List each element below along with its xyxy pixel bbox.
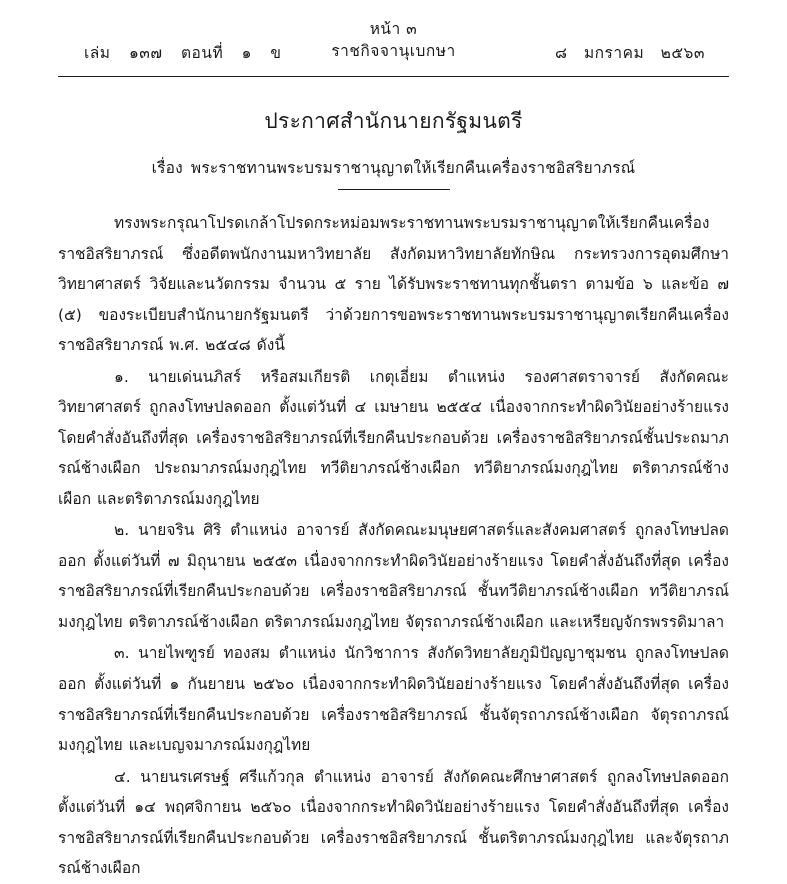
paragraph-intro: ทรงพระกรุณาโปรดเกล้าโปรดกระหม่อมพระราชทานพระบรมราชานุญาตให้เรียกคืนเครื่องราชอิสริยาภรณ์ ซึ่งอดีตพนักงานมหาวิทยาลัย สังกัดมหาวิทยาลัยทักษิณ กระทรวงการอุดมศึกษา วิทยาศาสตร์ วิจัยและนวัตกรรม จำนวน ๕ ราย ได้รับพระราชทานทุกชั้นตรา ตามข้อ ๖ และข้อ ๗ (๕) ของระเบียบสำนักนายกรัฐมนตรี ว่าด้วยการขอพระราชทานพระบรมราชานุญาตเรียกคืนเครื่องราชอิสริยาภรณ์ พ.ศ. ๒๕๔๘ ดังนี้	[58, 214, 729, 355]
document-subtitle	[58, 155, 729, 180]
header-year: ๒๕๖๓	[660, 44, 705, 62]
document-body	[58, 208, 729, 884]
page-header	[58, 18, 729, 68]
page-title: ประกาศสำนักนายกรัฐมนตรี	[264, 109, 523, 133]
header-day: ๘	[555, 44, 568, 62]
header-month: มกราคม	[583, 44, 645, 62]
header-gazette-name: ราชกิจจานุเบกษา	[331, 42, 456, 61]
header-volume-label: เล่ม	[84, 44, 111, 62]
paragraph-item-3: ๓. นายไพฑูรย์ ทองสม ตำแหน่ง นักวิชาการ สังกัดวิทยาลัยภูมิปัญญาชุมชน ถูกลงโทษปลดออก ตั้งแต่วันที่ ๑ กันยายน ๒๕๖๐ เนื่องจากกระทำผิดวินัยอย่างร้ายแรง โดยคำสั่งอันถึงที่สุด เครื่องราชอิสริยาภรณ์ที่เรียกคืนประกอบด้วย เครื่องราชอิสริยาภรณ์ ชั้นจัตุรถาภรณ์ช้างเผือก จัตุรถาภรณ์มงกุฎไทย และเบญจมาภรณ์มงกุฎไทย	[58, 644, 729, 755]
paragraph-item-1: ๑. นายเด่นนภิสร์ หรือสมเกียรติ เกตุเอี่ยม ตำแหน่ง รองศาสตราจารย์ สังกัดคณะวิทยาศาสตร์ ถูกลงโทษปลดออก ตั้งแต่วันที่ ๔ เมษายน ๒๕๕๔ เนื่องจากกระทำผิดวินัยอย่างร้ายแรง โดยคำสั่งอันถึงที่สุด เครื่องราชอิสริยาภรณ์ที่เรียกคืนประกอบด้วย เครื่องราชอิสริยาภรณ์ชั้นประถมาภรณ์ช้างเผือก ประถมาภรณ์มงกุฎไทย ทวีติยาภรณ์ช้างเผือก ทวีติยาภรณ์มงกุฎไทย ตริตาภรณ์ช้างเผือก และตริตาภรณ์มงกุฎไทย	[58, 367, 729, 508]
title-divider	[338, 189, 450, 190]
header-section-number: ๑	[241, 44, 252, 62]
subtitle-text: พระราชทานพระบรมราชานุญาตให้เรียกคืนเครื่องราชอิสริยาภรณ์	[190, 159, 636, 177]
header-divider	[58, 76, 729, 77]
paragraph-item-4: ๔. นายนรเศรษฐ์ ศรีแก้วกุล ตำแหน่ง อาจารย์ สังกัดคณะศึกษาศาสตร์ ถูกลงโทษปลดออก ตั้งแต่วันที่ ๑๔ พฤศจิกายน ๒๕๖๐ เนื่องจากกระทำผิดวินัยอย่างร้ายแรง โดยคำสั่งอันถึงที่สุด เครื่องราชอิสริยาภรณ์ที่เรียกคืนประกอบด้วย เครื่องราชอิสริยาภรณ์ ชั้นตริตาภรณ์มงกุฎไทย และจัตุรถาภรณ์ช้างเผือก	[58, 767, 729, 878]
header-section-label: ตอนที่	[180, 44, 224, 62]
header-volume-number: ๑๓๗	[128, 44, 163, 62]
paragraph-item-2: ๒. นายจริน ศิริ ตำแหน่ง อาจารย์ สังกัดคณะมนุษยศาสตร์และสังคมศาสตร์ ถูกลงโทษปลดออก ตั้งแต่วันที่ ๗ มิถุนายน ๒๕๕๓ เนื่องจากกระทำผิดวินัยอย่างร้ายแรง โดยคำสั่งอันถึงที่สุด เครื่องราชอิสริยาภรณ์ที่เรียกคืนประกอบด้วย เครื่องราชอิสริยาภรณ์ ชั้นทวีติยาภรณ์ช้างเผือก ทวีติยาภรณ์มงกุฎไทย ตริตาภรณ์ช้างเผือก ตริตาภรณ์มงกุฎไทย จัตุรถาภรณ์ช้างเผือก และเหรียญจักรพรรดิมาลา	[58, 521, 729, 631]
header-volume-info	[84, 40, 282, 65]
header-section-letter: ข	[270, 44, 282, 62]
header-date	[555, 40, 705, 65]
header-page-number: หน้า ๓	[369, 20, 418, 38]
subtitle-prefix: เรื่อง	[151, 159, 183, 177]
